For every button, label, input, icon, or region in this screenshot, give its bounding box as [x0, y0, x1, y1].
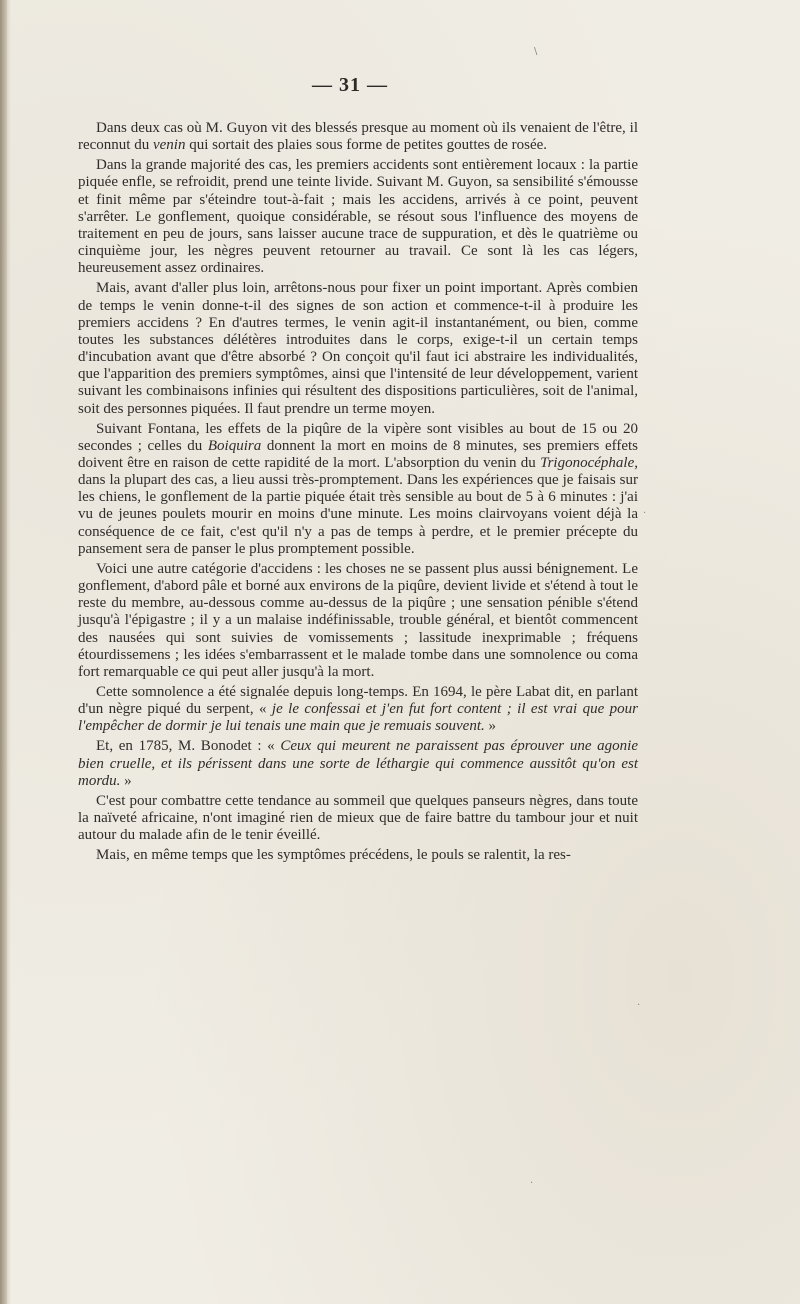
text-run: Voici une autre catégorie d'accidens : les choses ne se passent plus aussi bénignement. Le gonflement, d'abord pâle et borné aux environs de la piqûre, devient livide et s'étend à tout le reste du membre, au-dessous comme au-dessus de la piqûre ; une sensation pénible s'étend jusqu'à l'épigastre ; il y a un malaise indéfinissable, trouble général, et bientôt commencent des nausées qui sont suivies de vomissements ; lassitude inexprimable ; fréquens étourdissemens ; les idées s'embarrassent et le malade tombe dans une somnolence ou coma fort remarquable ce qui peut aller jusqu'à la mort. [78, 560, 638, 680]
paragraph [78, 793, 638, 844]
text-run: Dans deux cas où M. Guyon vit des blessés presque au moment où ils venaient de l'être, il reconnut du [78, 120, 638, 154]
book-spine-shadow [0, 0, 7, 1304]
italic-text-run: Boiquira [207, 437, 262, 454]
paragraph [78, 421, 638, 558]
book-gutter [7, 0, 11, 1304]
paragraph [78, 157, 638, 277]
paragraph [78, 280, 638, 417]
text-run: Mais, en même temps que les symptômes précédens, le pouls se ralentit, la res- [96, 847, 571, 864]
paper-speck: · [530, 1178, 534, 1189]
text-run: , dans la plupart des cas, a lieu aussi très-promptement. Dans les expériences que je faisais sur les chiens, le gonflement de la partie piquée était très sensible au bout de 5 à 6 minutes : j'ai vu de jeunes poulets mourir en moins d'une minute. Les moins clairvoyans voient déjà la conséquence de ce fait, c'est qu'il n'y a pas de temps à perdre, et le premier précepte du pansement sera de panser le plus promptement possible. [78, 454, 638, 557]
text-run: C'est pour combattre cette tendance au sommeil que quelques panseurs nègres, dans toute la naïveté africaine, n'ont imaginé rien de mieux que de faire battre du tambour jour et nuit autour du malade afin de le tenir éveillé. [78, 792, 638, 844]
paragraph [78, 561, 638, 681]
italic-text-run: Trigonocéphale [540, 454, 635, 471]
paper-speck: · [643, 508, 647, 519]
paper-speck: \ [534, 46, 538, 57]
text-run: Cette somnolence a été signalée depuis long-temps. En 1694, le père Labat dit, en parlant d'un nègre piqué du serpent, « [78, 684, 638, 718]
italic-text-run: je le confessai et j'en fut fort content ; il est vrai que pour l'empêcher de dormir je lui tenais une main que je remuais souvent. [78, 701, 638, 735]
italic-text-run: Ceux qui meurent ne paraissent pas éprouver une agonie bien cruelle, et ils périssent dans une sorte de léthargie qui commence aussitôt qu'on est mordu. [78, 738, 638, 789]
paper-speck: · [637, 1000, 641, 1011]
text-run: » [484, 718, 496, 735]
body-text [78, 120, 638, 868]
text-run: donnent la mort en moins de 8 minutes, ses premiers effets doivent être en raison de cette rapidité de la mort. L'absorption du venin du [78, 437, 638, 471]
text-run: » [120, 772, 132, 789]
paragraph [78, 684, 638, 735]
italic-text-run: venin [152, 137, 186, 154]
text-run: Suivant Fontana, les effets de la piqûre de la vipère sont visibles au bout de 15 ou 20 secondes ; celles du [78, 420, 638, 454]
text-run: qui sortait des plaies sous forme de petites gouttes de rosée. [185, 137, 548, 154]
paragraph [78, 738, 638, 789]
page-number: — 31 — [312, 74, 388, 96]
text-run: Et, en 1785, M. Bonodet : « [96, 738, 281, 755]
text-run: Dans la grande majorité des cas, les premiers accidents sont entièrement locaux : la partie piquée enfle, se refroidit, prend une teinte livide. Suivant M. Guyon, sa sensibilité s'émousse et finit même par s'éteindre tout-à-fait ; mais les accidens, arrivés à ce point, peuvent s'arrêter. Le gonflement, quoique considérable, se résout sous l'influence des moyens de traitement en peu de jours, sans laisser aucune trace de suppuration, et dès le quatrième ou cinquième jour, les nègres peuvent retourner au travail. Ce sont là les cas légers, heureusement assez ordinaires. [78, 157, 638, 277]
text-run: Mais, avant d'aller plus loin, arrêtons-nous pour fixer un point important. Après combien de temps le venin donne-t-il des signes de son action et commence-t-il à produire les premiers accidens ? En d'autres termes, le venin agit-il instantanément, ou bien, comme toutes les substances délétères introduites dans le corps, exige-t-il un certain temps d'incubation avant que d'être absorbé ? On conçoit qu'il faut ici abstraire les individualités, que l'apparition des premiers symptômes, ainsi que l'intensité de leur développement, varient suivant les combinaisons infinies qui résultent des dispositions particulières, soit de l'animal, soit des personnes piquées. Il faut prendre un terme moyen. [78, 280, 638, 417]
paragraph [78, 120, 638, 154]
paragraph [78, 847, 638, 864]
